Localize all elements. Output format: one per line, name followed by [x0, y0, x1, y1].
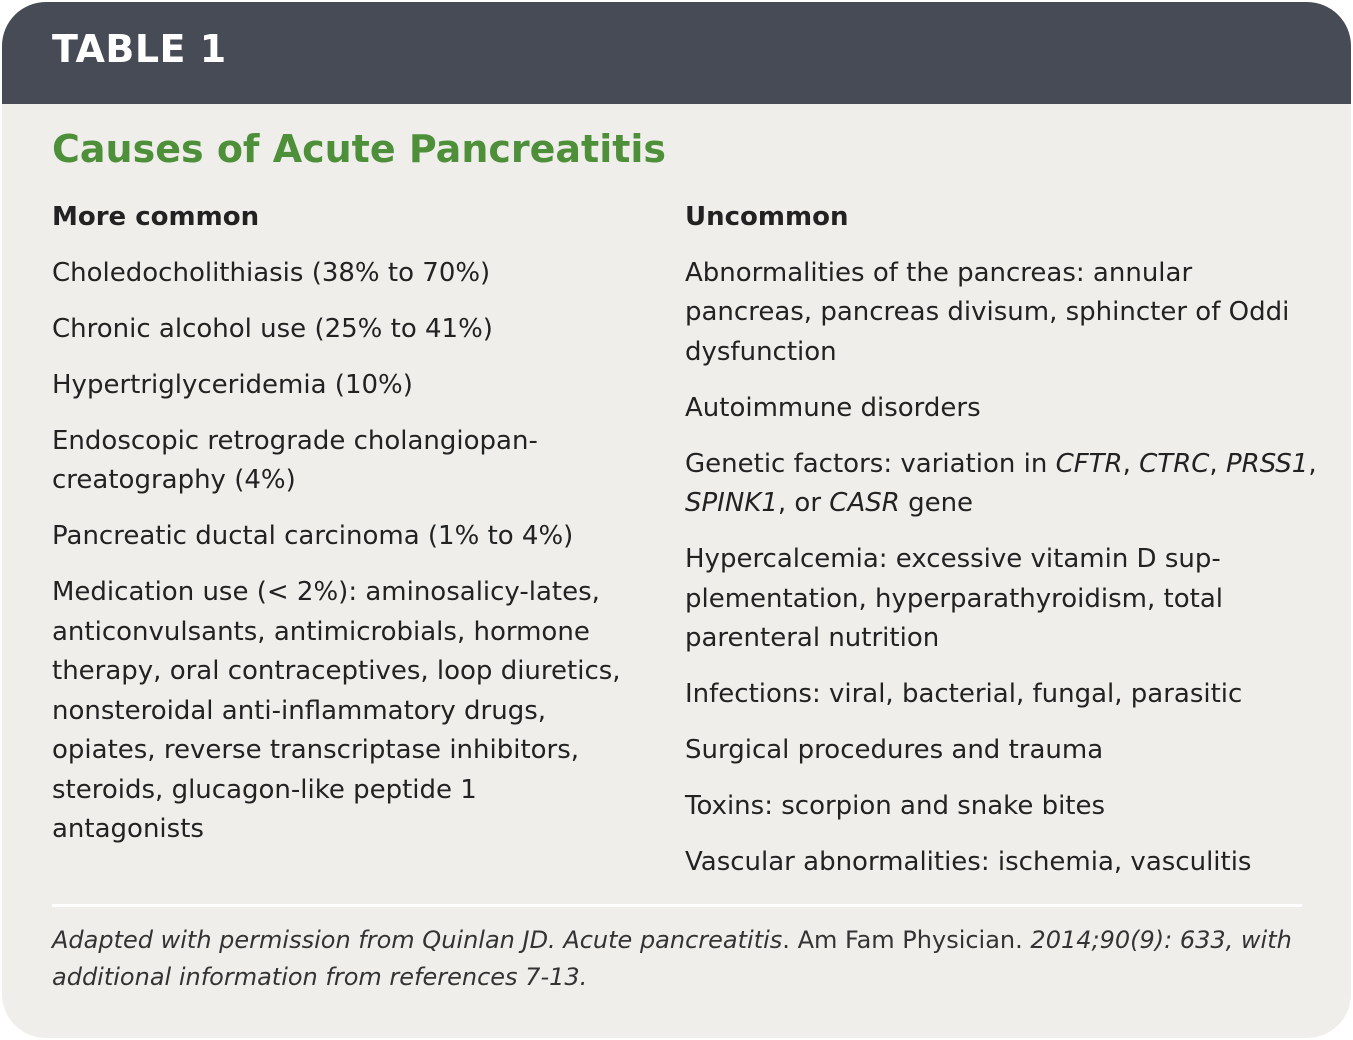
gene-separator: ,: [1308, 448, 1317, 479]
source-citation: 2014;90(9): 633: [1030, 926, 1226, 954]
list-item: Pancreatic ductal carcinoma (1% to 4%): [52, 521, 574, 551]
gene-prss1: PRSS1: [1225, 448, 1309, 479]
table-header-bar: [2, 2, 1351, 104]
list-item: Autoimmune disorders: [685, 392, 981, 423]
list-item: Toxins: scorpion and snake bites: [685, 791, 1106, 821]
uncommon-column: [685, 198, 1325, 899]
more-common-heading: More common: [52, 202, 260, 232]
gene-separator: ,: [1209, 448, 1226, 479]
source-journal: Am Fam Physician: [797, 926, 1016, 954]
genetic-factors-item: [685, 445, 1325, 524]
list-item: Infections: viral, bacterial, fungal, parasitic: [685, 679, 1243, 709]
genetic-text: variation in: [892, 448, 1056, 479]
list-item: Abnormalities of the pancreas: annular pancreas, pancreas divisum, sphincter of Oddi dysfunction: [685, 257, 1290, 367]
gene-ctrc: CTRC: [1139, 448, 1210, 479]
source-note: [52, 922, 1312, 996]
list-item: Vascular abnormalities: ischemia, vasculitis: [685, 847, 1252, 877]
gene-separator: , or: [777, 488, 830, 518]
source-dot: .: [782, 926, 798, 954]
list-item: Surgical procedures and trauma: [685, 735, 1104, 765]
table-card: [2, 2, 1351, 1038]
list-item: Medication use (< 2%): aminosalicy-lates, anticonvulsants, antimicrobials, hormone therapy, oral contraceptives, loop diuretics, nonsteroidal anti-inflammatory drugs, opiates, reverse transcriptase inhibitors, steroids, glucagon-like peptide 1 antagonists: [52, 577, 621, 844]
source-dot: .: [1015, 926, 1031, 954]
gene-separator: ,: [1122, 448, 1140, 479]
list-item: Choledocholithiasis (38% to 70%): [52, 257, 491, 288]
source-tail: , with additional information from references 7-13.: [52, 926, 1292, 991]
more-common-column: [52, 198, 632, 866]
gene-cftr: CFTR: [1055, 448, 1123, 479]
table-number-label: TABLE 1: [52, 27, 227, 71]
list-item: Chronic alcohol use (25% to 41%): [52, 313, 493, 344]
genetic-prefix: Genetic factors: [685, 448, 884, 479]
gene-spink1: SPINK1: [685, 488, 778, 518]
footer-divider: [52, 904, 1302, 907]
list-item: Hypertriglyceridemia (10%): [52, 369, 413, 400]
list-item: Hypercalcemia: excessive vitamin D sup-plementation, hyperparathyroidism, total parenteral nutrition: [685, 544, 1223, 653]
genetic-mark: :: [883, 448, 893, 479]
list-item: Endoscopic retrograde cholangiopan-creatography (4%): [52, 425, 538, 495]
uncommon-heading: Uncommon: [685, 202, 849, 232]
gene-casr: CASR: [829, 488, 900, 518]
genetic-suffix: gene: [899, 488, 974, 518]
source-lead: Adapted with permission from Quinlan JD. Acute pancreatitis: [52, 926, 783, 954]
table-title: Causes of Acute Pancreatitis: [52, 127, 667, 171]
